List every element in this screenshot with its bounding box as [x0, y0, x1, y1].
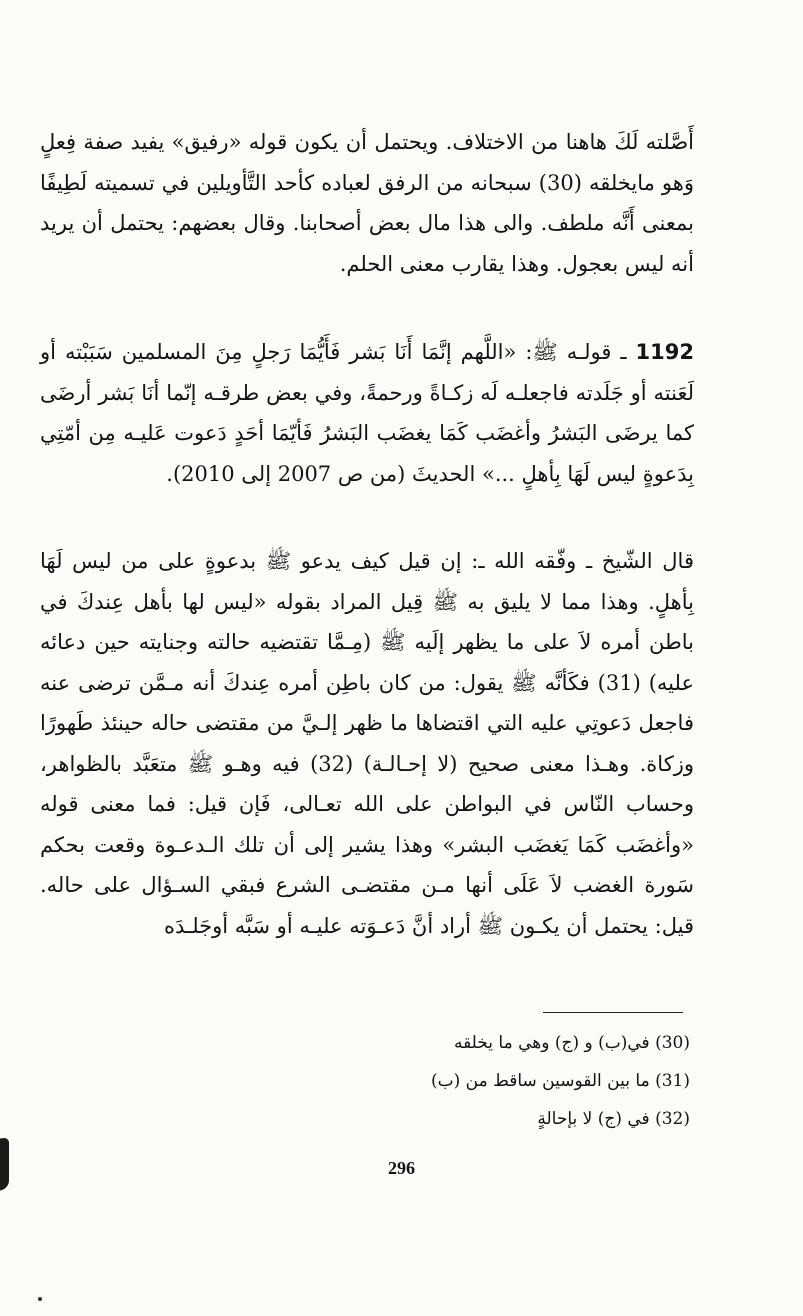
scan-dot-mark [38, 1297, 42, 1301]
footnotes [360, 1024, 690, 1138]
paragraph-hadith-1192 [40, 332, 694, 494]
paragraph-commentary-intro: أَصَّلته لَكَ هاهنا من الاختلاف. ويحتمل أن يكون قوله «رفيق» يفيد صفة فِعلٍ وَهو مايخلقه (30) سبحانه من الرفق لعباده كأحد التَّأويلين في تسميته لَطِيفًا بمعنى أَنَّه ملطف. والى هذا مال بعض أصحابنا. وقال بعضهم: يحتمل أن يريد أنه ليس بعجول. وهذا يقارب معنى الحلم. [40, 130, 694, 276]
footnote-32: (32) في (ج) لا بإحالةٍ [537, 1109, 690, 1129]
hadith-text: ـ قولـه ﷺ: «اللَّهم إنَّمَا أَنَا بَشر فَأَيُّمَا رَجلٍ مِنَ المسلمين سَبَبْته أو لَعَنته أو جَلَدته فاجعلـه لَه زكـاةً ورحمةً، وفي بعض طرقـه إنّما أنَا بَشر أرضَى كما يرضَى البَشرُ وأغضَب كَمَا يغضَب البَشرُ فَأيّمَا أحَدٍ دَعوت عَليـه مِن أمّتِي بِدَعوةٍ ليس لَهَا بِأهلٍ ...» الحديثَ (من ص 2007 إلى 2010). [40, 340, 694, 486]
page-number: 296 [388, 1158, 415, 1178]
footnote-30: (30) في(ب) و (ج) وهي ما يخلقه [453, 1033, 690, 1053]
footnote-31: (31) ما بين القوسين ساقط من (ب) [430, 1071, 690, 1091]
footnote-separator [543, 1012, 683, 1013]
scan-edge-mark [0, 1138, 9, 1191]
hadith-number: 1192 [635, 340, 694, 364]
paragraph-sheikh-commentary: قال الشّيخ ـ وفّقه الله ـ: إن قيل كيف يدعو ﷺ بدعوةٍ على من ليس لَهَا بِأهلٍ. وهذا مما لا يليق به ﷺ قِيل المراد بقوله «ليس لها بأهل عِندكَ في باطن أمره لاَ على ما يظهر إلَيه ﷺ (مِـمَّا تقتضيه حالته وجنايته حين دعائه عليه) (31) فكَأنَّه ﷺ يقول: من كان باطِن أمره عِندكَ أنه مـمَّن ترضى عنه فاجعل دَعوتِي عليه التي اقتضاها ما ظهر إلـيَّ من مقتضى حاله حينئذ طَهورًا وزكاة. وهـذا معنى صحيح (لا إحـالـة) (32) فيه وهـو ﷺ متعَبَّد بالظواهر، وحساب النّاس في البواطن على الله تعـالى، فَإن قيل: فما معنى قوله «وأغضَب كَمَا يَغضَب البشر» وهذا يشير إلى أن تلك الـدعـوة وقعت بحكم سَورة الغضب لاَ عَلَى أنها مـن مقتضـى الشرع فبقي السـؤال على حاله. قيل: يحتمل أن يكـون ﷺ أراد أنَّ دَعـوَته عليـه أو سَبَّه أوجَلـدَه [40, 549, 694, 938]
